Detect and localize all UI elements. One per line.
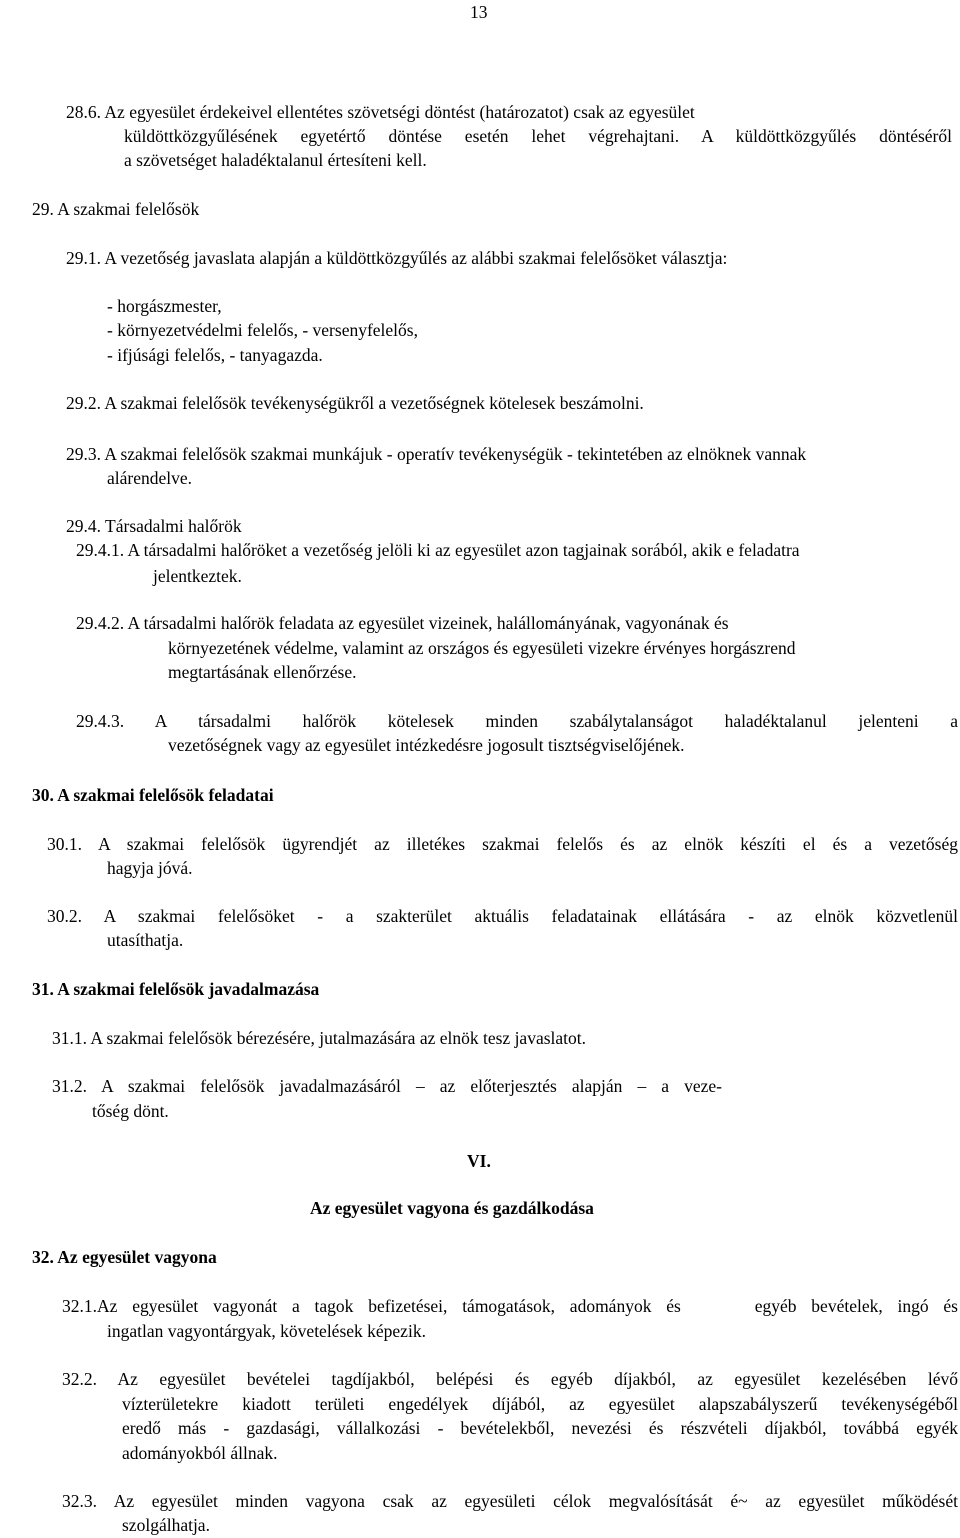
paragraph-32-2-line-3: eredő más - gazdasági, vállalkozási - bevételekből, nevezési és részvételi díjakból, továbbá egyék: [122, 1418, 958, 1438]
paragraph-32-3-line-2: szolgálhatja.: [122, 1515, 210, 1535]
paragraph-29-3-line-1: 29.3. A szakmai felelősök szakmai munkájuk - operatív tevékenységük - tekintetében az elnöknek vannak: [66, 444, 807, 464]
chapter-title: Az egyesület vagyona és gazdálkodása: [310, 1198, 594, 1218]
paragraph-32-2-line-4: adományokból állnak.: [122, 1443, 278, 1463]
list-item: - környezetvédelmi felelős, - versenyfelelős,: [107, 320, 418, 340]
paragraph-30-2-line-2: utasíthatja.: [107, 930, 184, 950]
heading-29: 29. A szakmai felelősök: [32, 199, 200, 219]
heading-29-4: 29.4. Társadalmi halőrök: [66, 516, 242, 536]
paragraph-30-1-line-2: hagyja jóvá.: [107, 858, 193, 878]
paragraph-28-6-line-3: a szövetséget haladéktalanul értesíteni kell.: [124, 150, 427, 170]
heading-32: 32. Az egyesület vagyona: [32, 1247, 217, 1267]
paragraph-29-2: 29.2. A szakmai felelősök tevékenységükről a vezetőségnek kötelesek beszámolni.: [66, 393, 644, 413]
paragraph-29-4-1-line-2: jelentkeztek.: [153, 566, 242, 586]
paragraph-29-1-line-1: 29.1. A vezetőség javaslata alapján a küldöttközgyűlés az alábbi szakmai felelősöket választja:: [66, 248, 728, 268]
paragraph-30-1-line-1: 30.1. A szakmai felelősök ügyrendjét az illetékes szakmai felelős és az elnök készíti el és a vezetőség: [47, 834, 958, 854]
paragraph-32-2-line-2: vízterületekre kiadott területi engedélyek díjából, az egyesület alapszabályszerű tevékenységéből: [122, 1394, 958, 1414]
paragraph-31-1: 31.1. A szakmai felelősök bérezésére, jutalmazására az elnök tesz javaslatot.: [52, 1028, 587, 1048]
paragraph-29-3-line-2: alárendelve.: [107, 468, 193, 488]
paragraph-28-6-line-1: 28.6. Az egyesület érdekeivel ellentétes szövetségi döntést (határozatot) csak az egyesület: [66, 102, 695, 122]
paragraph-32-1-line-2: ingatlan vagyontárgyak, követelések képezik.: [107, 1321, 426, 1341]
paragraph-32-1-line-1: 32.1.Az egyesület vagyonát a tagok befizetései, támogatások, adományok és egyéb bevételek, ingó és: [62, 1296, 958, 1316]
page-number: 13: [470, 2, 488, 22]
heading-31: 31. A szakmai felelősök javadalmazása: [32, 979, 320, 999]
paragraph-29-4-2-line-1: 29.4.2. A társadalmi halőrök feladata az egyesület vizeinek, halállományának, vagyonának és: [76, 613, 729, 633]
list-item: - ifjúsági felelős, - tanyagazda.: [107, 345, 323, 365]
paragraph-31-2-line-1: 31.2. A szakmai felelősök javadalmazásáról – az előterjesztés alapján – a veze-: [52, 1076, 722, 1096]
paragraph-29-4-1-line-1: 29.4.1. A társadalmi halőröket a vezetőség jelöli ki az egyesület azon tagjainak sorából, akik e feladatra: [76, 540, 800, 560]
list-item: - horgászmester,: [107, 296, 222, 316]
paragraph-29-4-2-line-2: környezetének védelme, valamint az országos és egyesületi vizekre érvényes horgászrend: [168, 638, 796, 658]
paragraph-30-2-line-1: 30.2. A szakmai felelősöket - a szakterület aktuális feladatainak ellátására - az elnök közvetlenül: [47, 906, 958, 926]
paragraph-32-3-line-1: 32.3. Az egyesület minden vagyona csak az egyesületi célok megvalósítását é~ az egyesület működését: [62, 1491, 958, 1511]
paragraph-29-4-2-line-3: megtartásának ellenőrzése.: [168, 662, 357, 682]
paragraph-28-6-line-2: küldöttközgyűlésének egyetértő döntése esetén lehet végrehajtani. A küldöttközgyűlés döntéséről: [124, 126, 952, 146]
paragraph-31-2-line-2: tőség dönt.: [92, 1101, 169, 1121]
paragraph-32-2-line-1: 32.2. Az egyesület bevételei tagdíjakból, belépési és egyéb díjakból, az egyesület kezelésében lévő: [62, 1369, 958, 1389]
heading-30: 30. A szakmai felelősök feladatai: [32, 785, 274, 805]
chapter-number: VI.: [467, 1151, 491, 1171]
paragraph-29-4-3-line-1: 29.4.3. A társadalmi halőrök kötelesek minden szabálytalanságot haladéktalanul jelenteni a: [76, 711, 958, 731]
paragraph-29-4-3-line-2: vezetőségnek vagy az egyesület intézkedésre jogosult tisztségviselőjének.: [168, 735, 685, 755]
